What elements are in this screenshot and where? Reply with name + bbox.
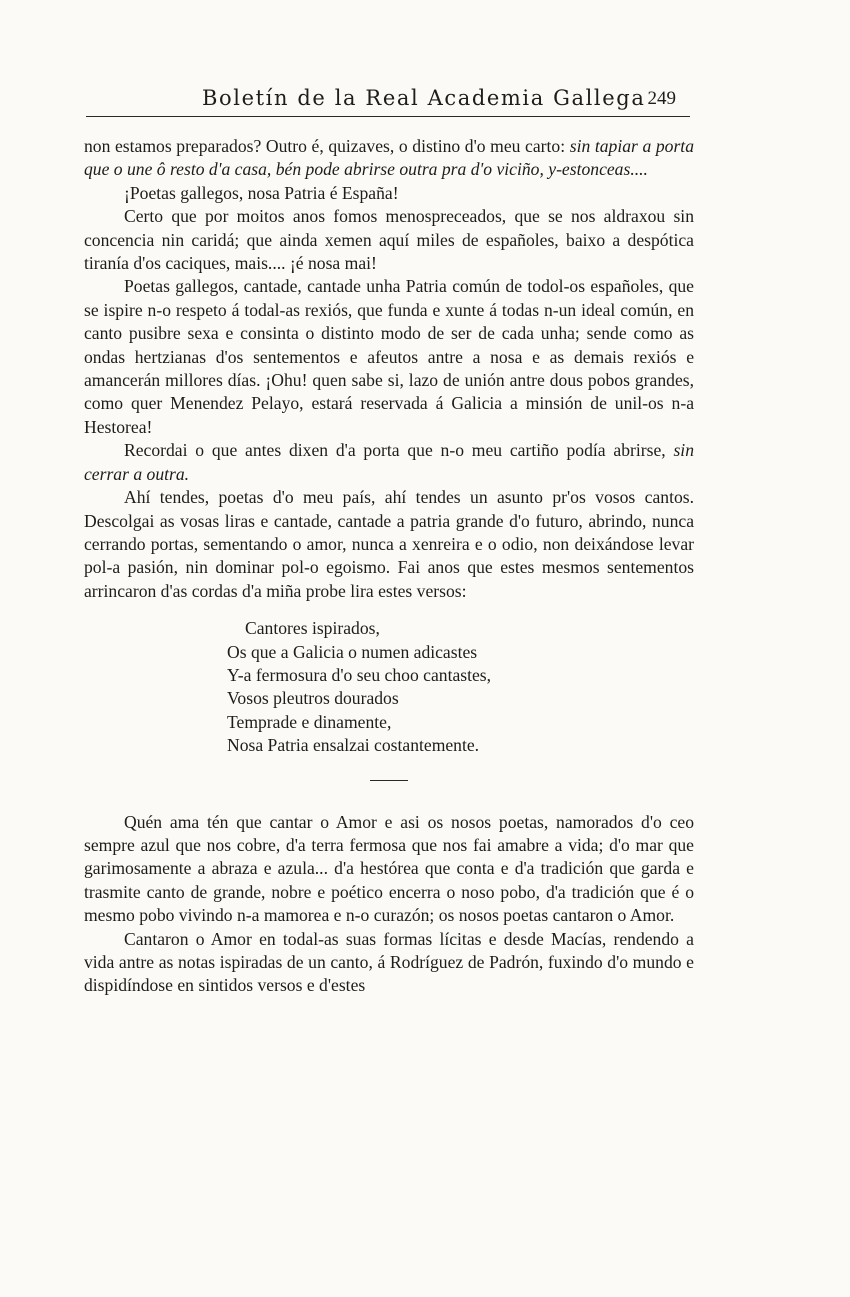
verse-block (227, 617, 694, 757)
paragraph-continued (84, 135, 694, 182)
paragraph: Cantaron o Amor en todal-as suas formas lícitas e desde Macías, rendendo a vida antre as notas ispiradas de un canto, á Rodríguez de Padrón, fuxindo d'o mundo e dispidíndose en sintidos versos e d'estes (84, 928, 694, 996)
verse-line: Os que a Galicia o numen adicastes (227, 641, 478, 662)
paragraph-text: non estamos preparados? Outro é, quizaves, o distino d'o meu carto: (84, 136, 566, 156)
verse-line: Y-a fermosura d'o seu choo cantastes, (227, 664, 492, 685)
page-number: 249 (647, 88, 676, 109)
paragraph-text: Recordai o que antes dixen d'a porta que n-o meu cartiño podía abrirse, (124, 440, 666, 461)
verse-line: Vosos pleutros dourados (227, 688, 399, 709)
paragraph: Ahí tendes, poetas d'o meu país, ahí tendes un asunto pr'os vosos cantos. Descolgai as vosas liras e cantade, cantade a patria grande d'o futuro, abrindo, nunca cerrando portas, sementando o amor, nunca a xenreira e o odio, non deixándose levar pol-a pasión, nin dominar pol-o egoismo. Fai anos que estes mesmos sentementos arrincaron d'as cordas d'a miña probe lira estes versos: (84, 487, 694, 601)
paragraph (84, 439, 694, 486)
section-separator (370, 780, 408, 781)
paragraph: Quén ama tén que cantar o Amor e asi os nosos poetas, namorados d'o ceo sempre azul que nos cobre, d'a terra fermosa que nos fai amabre a vida; d'o mar que garimosamente a abraza e azula... d'a hestórea que conta e d'a tradición que garda e trasmite canto de grande, nobre e poético encerra o noso pobo, d'a tradición que é o mesmo pobo vivindo n-a mamorea e n-o curazón; os nosos poetas cantaron o Amor. (84, 811, 694, 926)
verse-line: Cantores ispirados, (245, 618, 380, 639)
italic-quote: sin tapiar a porta que o une ô resto d'a casa, bén pode abrirse outra pra d'o viciño, y-estonceas.... (84, 136, 694, 180)
paragraph: Poetas gallegos, cantade, cantade unha Patria común de todol-os españoles, que se ispire n-o respeto á todal-as rexiós, que funda e xunte á todas n-un ideal común, en canto pusibre sexa e consinta o distinto modo de ser de cada unha; sende como as ondas hertzianas d'os sentementos e afeutos antre a nosa e as demais rexiós e amancerán millores días. ¡Ohu! quen sabe si, lazo de unión antre dous pobos grandes, como quer Menendez Pelayo, estará reservada á Galicia a minsión de unil-os n-a Hestorea! (84, 276, 694, 437)
journal-title: Boletín de la Real Academia Gallega (202, 86, 646, 110)
verse-line: Temprade e dinamente, (227, 711, 392, 732)
verse-line: Nosa Patria ensalzai costantemente. (227, 735, 480, 756)
body-text (84, 135, 694, 998)
paragraph: ¡Poetas gallegos, nosa Patria é España! (124, 182, 399, 203)
paragraph: Certo que por moitos anos fomos menospreceados, que se nos aldraxou sin concencia nin caridá; que ainda xemen aquí miles de españoles, baixo a despótica tiranía d'os caciques, mais.... ¡é nosa mai! (84, 206, 694, 274)
running-header (86, 86, 690, 117)
italic-quote: sin cerrar a outra. (84, 440, 694, 484)
